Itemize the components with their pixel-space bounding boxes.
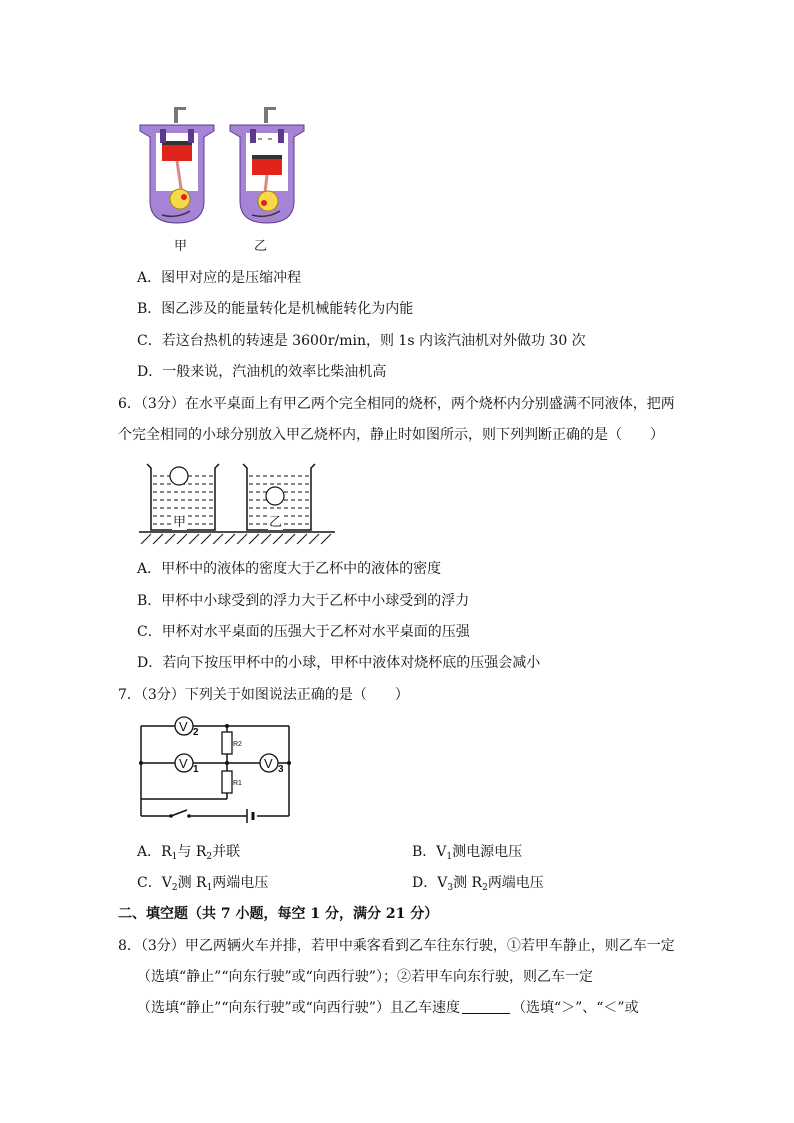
v3-meter-letter: V	[264, 756, 273, 771]
v3-meter-subscript: 3	[278, 764, 284, 775]
q5-option-a: A．图甲对应的是压缩冲程	[137, 270, 302, 286]
engine-label-b: 乙	[254, 239, 268, 254]
q7-stem: 7．（3分）下列关于如图说法正确的是（ ）	[118, 687, 409, 703]
v2-meter-letter: V	[179, 719, 188, 734]
q8-stem-line1: 8．（3分）甲乙两辆火车并排，若甲中乘客看到乙车往东行驶，①若甲车静止，则乙车一定	[118, 938, 675, 954]
q5-option-d: D．一般来说，汽油机的效率比柴油机高	[137, 364, 387, 380]
engine-figure	[132, 103, 312, 253]
q6-option-a: A．甲杯中的液体的密度大于乙杯中的液体的密度	[137, 561, 442, 577]
q7-option-b: B．$V_1$测电源电压	[412, 844, 523, 862]
v1-meter-subscript: 1	[193, 764, 199, 775]
q6-option-d: D．若向下按压甲杯中的小球，甲杯中液体对烧杯底的压强会减小	[137, 655, 541, 671]
beaker-figure	[137, 460, 337, 546]
beaker-label-b: 乙	[268, 511, 283, 530]
q6-option-b: B．甲杯中小球受到的浮力大于乙杯中小球受到的浮力	[137, 593, 470, 609]
engine-label-a: 甲	[174, 239, 188, 254]
v2-meter-subscript: 2	[193, 727, 199, 738]
q8-stem-line3: （选填“静止”“向东行驶”或“向西行驶”）且乙车速度 （选填“＞”、“＜”或	[137, 1000, 639, 1016]
q6-option-c: C．甲杯对水平桌面的压强大于乙杯对水平桌面的压强	[137, 624, 470, 640]
q7-option-d: D．$V_3$测 $R_2$两端电压	[412, 875, 544, 893]
r1-label: R1	[233, 780, 242, 787]
beaker-label-a: 甲	[172, 511, 187, 530]
v1-meter-letter: V	[179, 756, 188, 771]
q6-stem-line2: 个完全相同的小球分别放入甲乙烧杯内，静止时如图所示，则下列判断正确的是（ ）	[118, 427, 664, 443]
q5-option-b: B．图乙涉及的能量转化是机械能转化为内能	[137, 301, 414, 317]
circuit-diagram	[137, 712, 297, 830]
r2-label: R2	[233, 741, 242, 748]
q7-option-a: A．$R_1$与 $R_2$并联	[137, 844, 241, 862]
q8-stem-line2: （选填“静止”“向东行驶”或“向西行驶”）；②若甲车向东行驶，则乙车一定	[137, 969, 593, 985]
q7-option-c: C．$V_2$测 $R_1$两端电压	[137, 875, 269, 893]
engine-b	[230, 107, 304, 223]
engine-a	[140, 107, 214, 223]
section-heading: 二、填空题（共 7 小题，每空 1 分，满分 21 分）	[118, 906, 439, 922]
q5-option-c: C．若这台热机的转速是 3600r/min，则 1s 内该汽油机对外做功 30 次	[137, 333, 586, 349]
answer-blank[interactable]	[462, 999, 510, 1014]
q6-stem-line1: 6．（3分）在水平桌面上有甲乙两个完全相同的烧杯，两个烧杯内分别盛满不同液体，把两	[118, 396, 675, 412]
